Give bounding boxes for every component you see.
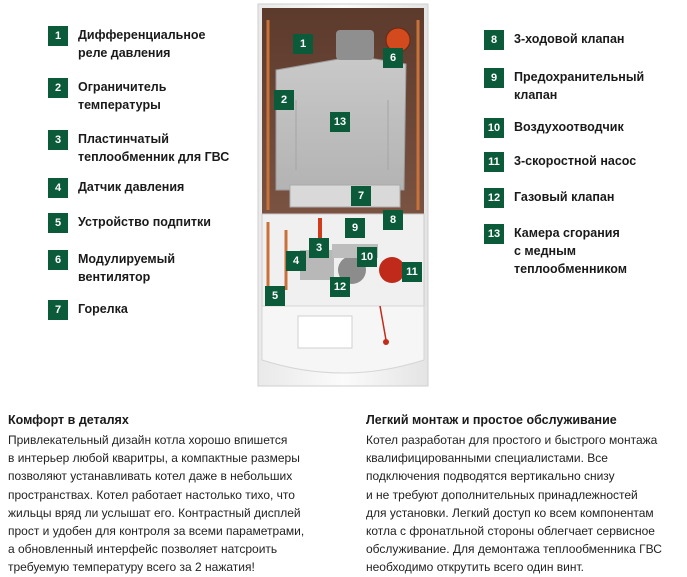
legend-label: 3-ходовой клапан bbox=[514, 32, 625, 46]
legend-badge: 2 bbox=[48, 78, 68, 98]
legend-badge: 12 bbox=[484, 188, 504, 208]
callout-badge: 1 bbox=[293, 34, 313, 54]
callout-badge: 8 bbox=[383, 210, 403, 230]
legend-label: Газовый клапан bbox=[514, 190, 615, 204]
legend-label: Модулируемый вентилятор bbox=[78, 252, 176, 284]
callout-badge: 13 bbox=[330, 112, 350, 132]
legend-badge: 9 bbox=[484, 68, 504, 88]
legend-badge: 11 bbox=[484, 152, 504, 172]
callout-badge: 4 bbox=[286, 251, 306, 271]
legend-badge: 4 bbox=[48, 178, 68, 198]
legend-badge: 10 bbox=[484, 118, 504, 138]
section-left-body: Привлекательный дизайн котла хорошо впишется в интерьер любой кваритры, а компактные размеры позволяют устанавливать котел даже в небольших пространствах. Котел работает настолько тихо, что жильцы вряд ли услышат его. Контрастный дисплей прост и удобен для контроля за всеми параметрами, а обновленный интерфейс позволяет натсроить требуемую температуру всего за 2 нажатия! bbox=[8, 433, 305, 575]
legend-label: Дифференциальное реле давления bbox=[78, 28, 206, 60]
legend-badge: 6 bbox=[48, 250, 68, 270]
callout-badge: 9 bbox=[345, 218, 365, 238]
legend-label: Датчик давления bbox=[78, 180, 185, 194]
legend-label: Горелка bbox=[78, 302, 128, 316]
callout-badge: 5 bbox=[265, 286, 285, 306]
callout-badge: 7 bbox=[351, 186, 371, 206]
callout-badge: 10 bbox=[357, 247, 377, 267]
section-left-heading: Комфорт в деталях bbox=[8, 413, 129, 427]
legend-label: Воздухоотводчик bbox=[514, 120, 624, 134]
legend-badge: 3 bbox=[48, 130, 68, 150]
burner bbox=[290, 185, 400, 207]
section-right-body: Котел разработан для простого и быстрого монтажа квалифицированными специалистами. Все подключения подводятся вертикально снизу и не требуют дополнительных принадлежностей для установки. Легкий доступ ко всем компонентам котла с фронатльной стороны облегчает сервисное обслуживание. Для демонтажа теплообменника ГВС необходимо открутить всего один винт. bbox=[366, 433, 662, 575]
legend-badge: 7 bbox=[48, 300, 68, 320]
legend-badge: 13 bbox=[484, 224, 504, 244]
legend-label: Камера сгорания с медным теплообменником bbox=[514, 226, 628, 276]
section-right-heading: Легкий монтаж и простое обслуживание bbox=[366, 413, 617, 427]
legend-label: 3-скоростной насос bbox=[514, 154, 637, 168]
callout-badge: 6 bbox=[383, 48, 403, 68]
callout-badge: 3 bbox=[309, 238, 329, 258]
legend-badge: 8 bbox=[484, 30, 504, 50]
callout-badge: 11 bbox=[402, 262, 422, 282]
callout-badge: 12 bbox=[330, 277, 350, 297]
legend-label: Устройство подпитки bbox=[78, 215, 211, 229]
legend-label: Ограничитель температуры bbox=[78, 80, 167, 112]
legend-label: Пластинчатый теплообменник для ГВС bbox=[78, 132, 230, 164]
legend-badge: 5 bbox=[48, 213, 68, 233]
legend-label: Предохранительный клапан bbox=[514, 70, 645, 102]
legend-badge: 1 bbox=[48, 26, 68, 46]
callout-badge: 2 bbox=[274, 90, 294, 110]
